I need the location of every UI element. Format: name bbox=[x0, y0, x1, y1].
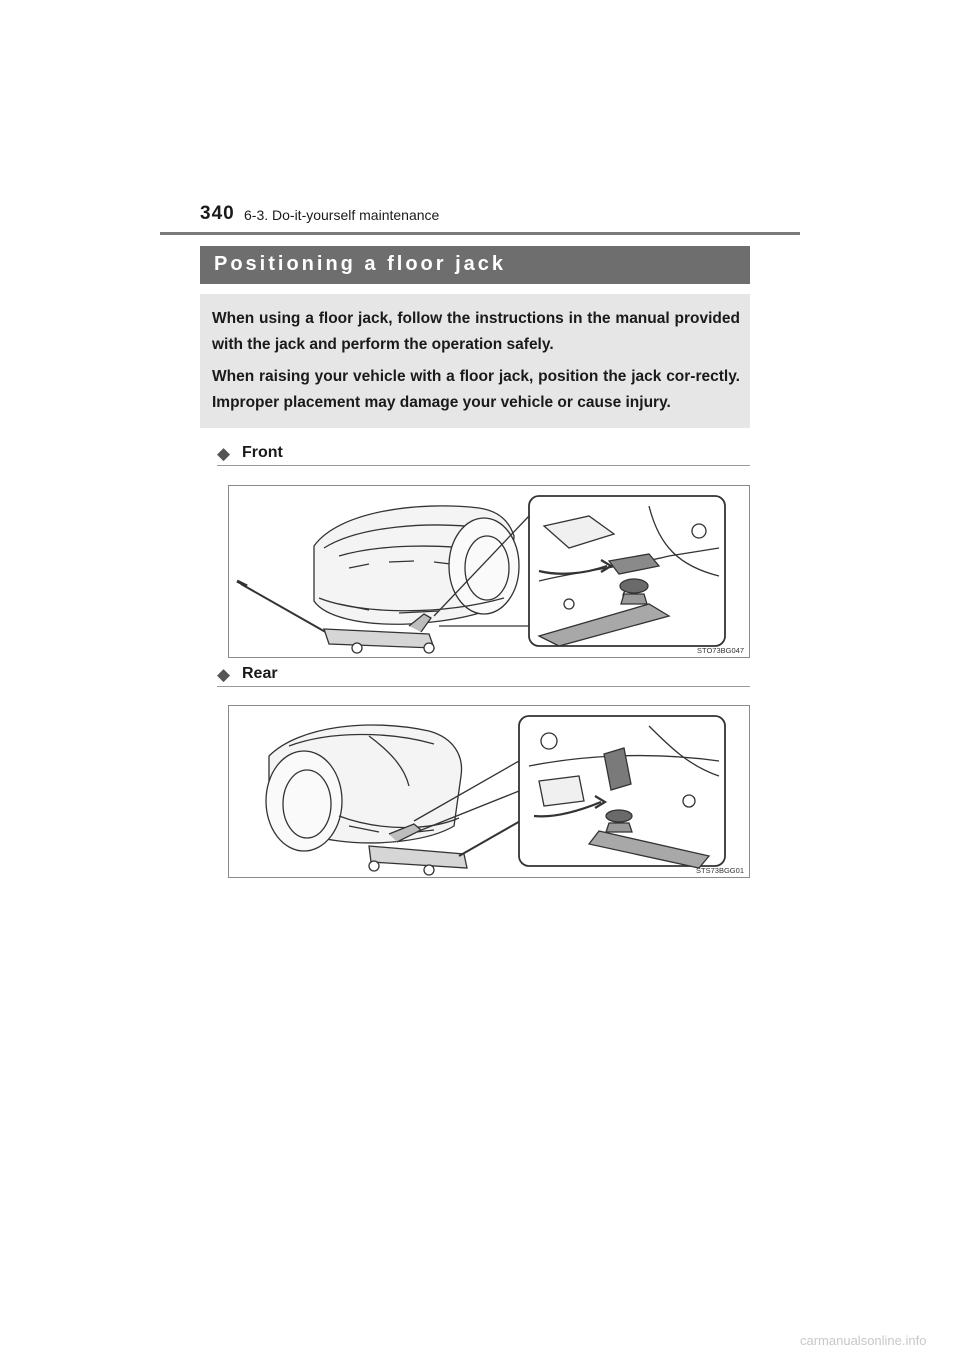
front-jack-illustration bbox=[228, 485, 750, 658]
section-banner bbox=[200, 246, 750, 284]
chapter-title: 6-3. Do-it-yourself maintenance bbox=[244, 207, 440, 223]
front-heading-label: Front bbox=[242, 444, 283, 461]
intro-box bbox=[200, 294, 750, 428]
rear-jack-illustration bbox=[228, 705, 750, 878]
diamond-icon: ◆ bbox=[217, 665, 231, 684]
rear-heading-label: Rear bbox=[242, 665, 278, 682]
front-heading bbox=[217, 442, 750, 466]
diamond-icon: ◆ bbox=[217, 444, 231, 463]
rear-jack-drawing bbox=[229, 706, 750, 878]
page-number: 340 bbox=[200, 203, 235, 224]
rear-heading bbox=[217, 663, 750, 687]
intro-paragraph: When raising your vehicle with a floor jack, position the jack cor-rectly. Improper placement may damage your vehicle or cause injury. bbox=[212, 368, 740, 411]
figure-code: STO73BG047 bbox=[697, 646, 744, 655]
front-jack-drawing bbox=[229, 486, 750, 658]
section-title: Positioning a floor jack bbox=[214, 253, 507, 275]
footer-watermark[interactable]: carmanualsonline.info bbox=[800, 1333, 927, 1348]
intro-paragraph: When using a floor jack, follow the instructions in the manual provided with the jack and perform the operation safely. bbox=[212, 310, 740, 353]
figure-code: STS73BGG01 bbox=[696, 866, 744, 875]
header-rule bbox=[160, 232, 800, 235]
